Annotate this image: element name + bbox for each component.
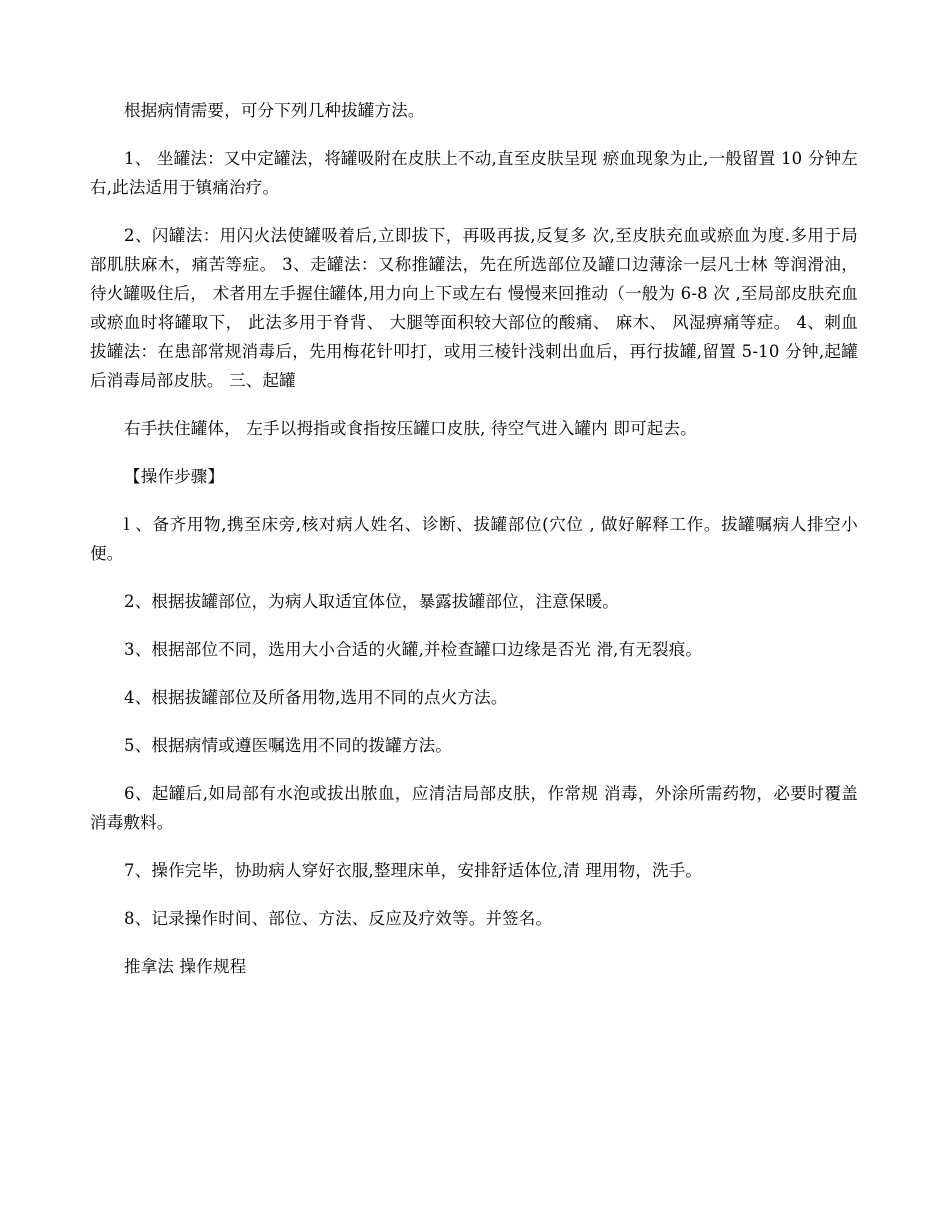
step-4-paragraph: 4、根据拔罐部位及所备用物,选用不同的点火方法。 bbox=[124, 688, 508, 707]
sitting-cup-paragraph: 1、 坐罐法：又中定罐法，将罐吸附在皮肤上不动,直至皮肤呈现 瘀血现象为止,一般留置 10 分钟左右,此法适用于镇痛治疗。 bbox=[90, 149, 858, 197]
intro-paragraph: 根据病情需要，可分下列几种拔罐方法。 bbox=[124, 101, 425, 120]
step-8-paragraph: 8、记录操作时间、部位、方法、反应及疗效等。并签名。 bbox=[124, 909, 553, 928]
step-7-paragraph: 7、操作完毕，协助病人穿好衣服,整理床单，安排舒适体位,清 理用物，洗手。 bbox=[124, 861, 703, 880]
step-6-paragraph: 6、起罐后,如局部有水泡或拔出脓血，应清洁局部皮肤，作常规 消毒，外涂所需药物，必要时覆盖消毒敷料。 bbox=[90, 784, 858, 832]
next-section-title: 推拿法 操作规程 bbox=[124, 957, 247, 976]
flash-cup-paragraph: 2、闪罐法：用闪火法使罐吸着后,立即拔下，再吸再拔,反复多 次,至皮肤充血或瘀血为度.多用于局部肌肤麻木，痛苦等症。 3、走罐法：又称推罐法，先在所选部位及罐口边薄涂一层凡士林 等润滑油，待火罐吸住后， 术者用左手握住罐体,用力向上下或左右 慢慢来回推动（一般为 6-8 次 ,至局部皮肤充血或瘀血时将罐取下， 此法多用于脊背、 大腿等面积较大部位的酸痛、 麻木、 风湿痹痛等症。 4、刺血拔罐法：在患部常规消毒后，先用梅花针叩打，或用三棱针浅刺出血后，再行拔罐,留置 5-10 分钟,起罐后消毒局部皮肤。 三、起罐 bbox=[90, 226, 858, 390]
step-5-paragraph: 5、根据病情或遵医嘱选用不同的拨罐方法。 bbox=[124, 736, 452, 755]
remove-cup-paragraph: 右手扶住罐体， 左手以拇指或食指按压罐口皮肤, 待空气进入罐内 即可起去。 bbox=[124, 419, 697, 438]
step-3-paragraph: 3、根据部位不同，选用大小合适的火罐,并检查罐口边缘是否光 滑,有无裂痕。 bbox=[124, 640, 703, 659]
section-heading-steps: 【操作步骤】 bbox=[124, 467, 225, 486]
step-1-paragraph: l 、备齐用物,携至床旁,核对病人姓名、诊断、拔罐部位(穴位 , 做好解释工作。拔罐嘱病人排空小便。 bbox=[90, 515, 858, 563]
step-2-paragraph: 2、根据拔罐部位，为病人取适宜体位，暴露拔罐部位，注意保暖。 bbox=[124, 592, 619, 611]
